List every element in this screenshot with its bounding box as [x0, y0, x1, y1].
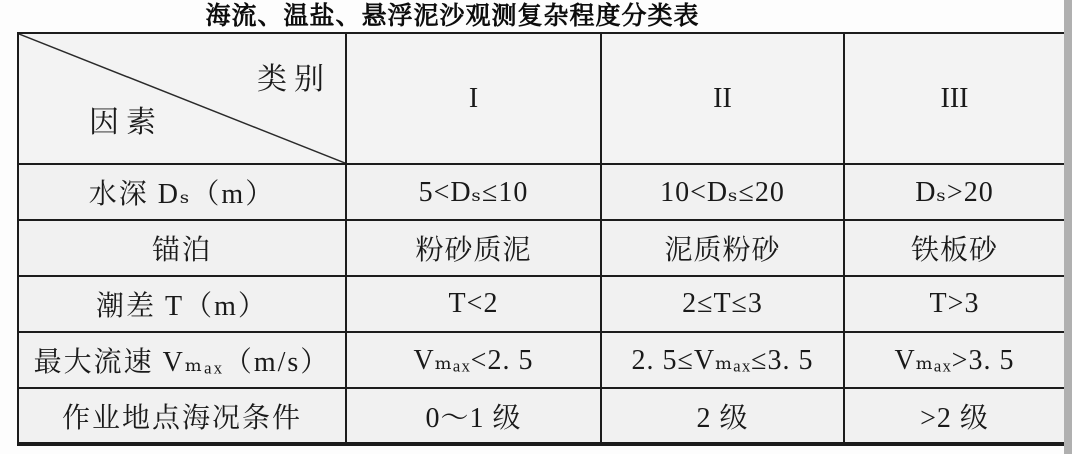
- header-row: [18, 33, 1065, 164]
- cell-value: 2. 5≤Vₘₐₓ≤3. 5: [601, 332, 844, 388]
- corner-cell: [18, 33, 346, 164]
- column-header-1: I: [346, 33, 601, 164]
- cell-value: Vₘₐₓ<2. 5: [346, 332, 601, 388]
- table-row-max-velocity: [18, 332, 1065, 388]
- cell-value: Dₛ>20: [844, 164, 1065, 220]
- cell-value: 铁板砂: [844, 220, 1065, 276]
- cell-value: 2≤T≤3: [601, 276, 844, 332]
- column-header-2: II: [601, 33, 844, 164]
- cell-value: 0～1 级: [346, 388, 601, 444]
- right-edge-shading: [1064, 0, 1072, 454]
- cell-value: Vₘₐₓ>3. 5: [844, 332, 1065, 388]
- table-row-sea-state: [18, 388, 1065, 444]
- cell-value: 粉砂质泥: [346, 220, 601, 276]
- cell-value: >2 级: [844, 388, 1065, 444]
- cell-value: T>3: [844, 276, 1065, 332]
- cell-value: 泥质粉砂: [601, 220, 844, 276]
- classification-table: [17, 32, 1066, 446]
- corner-label-factor: 因素: [89, 106, 163, 139]
- row-label: 水深 Dₛ（m）: [18, 164, 346, 220]
- row-label: 锚泊: [18, 220, 346, 276]
- table-title: 海流、温盐、悬浮泥沙观测复杂程度分类表: [205, 2, 700, 30]
- corner-label-category: 类别: [257, 63, 331, 96]
- row-label: 最大流速 Vₘₐₓ（m/s）: [18, 332, 346, 388]
- table-row-tidal-range: [18, 276, 1065, 332]
- cell-value: 10<Dₛ≤20: [601, 164, 844, 220]
- row-label: 潮差 T（m）: [18, 276, 346, 332]
- cell-value: 5<Dₛ≤10: [346, 164, 601, 220]
- table-row-water-depth: [18, 164, 1065, 220]
- cell-value: T<2: [346, 276, 601, 332]
- cell-value: 2 级: [601, 388, 844, 444]
- table-row-anchoring: [18, 220, 1065, 276]
- row-label: 作业地点海况条件: [18, 388, 346, 444]
- column-header-3: III: [844, 33, 1065, 164]
